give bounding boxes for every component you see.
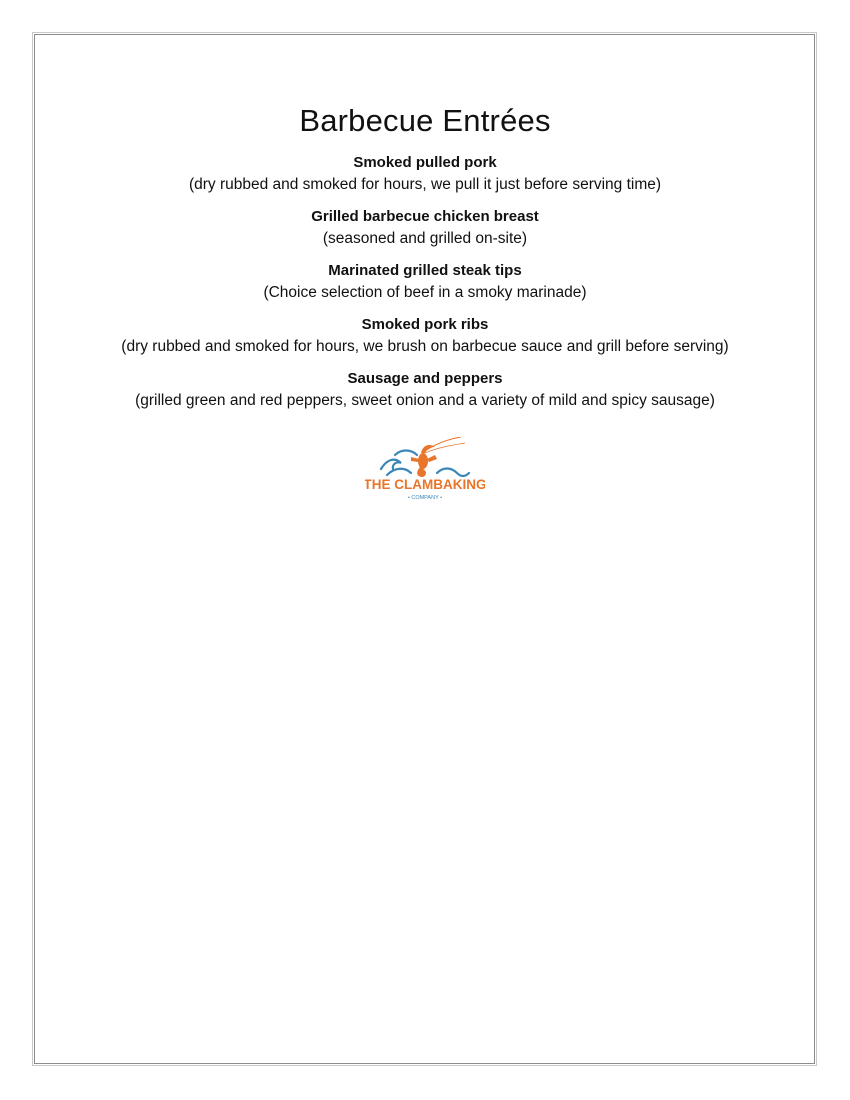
- entree-description: (seasoned and grilled on-site): [322, 230, 528, 247]
- entree-item: [36, 315, 814, 359]
- entree-name: Marinated grilled steak tips: [328, 262, 522, 279]
- entree-name: Grilled barbecue chicken breast: [311, 208, 539, 225]
- entree-item: [36, 369, 814, 413]
- logo-subtitle: • COMPANY •: [407, 495, 443, 501]
- entree-description: (dry rubbed and smoked for hours, we brush on barbecue sauce and grill before serving): [121, 338, 729, 355]
- entree-list: [36, 153, 814, 413]
- entree-name: Sausage and peppers: [347, 370, 503, 387]
- entree-name: Smoked pork ribs: [361, 316, 489, 333]
- entree-description: (grilled green and red peppers, sweet onion and a variety of mild and spicy sausage): [135, 392, 715, 409]
- entree-item: [36, 261, 814, 305]
- entree-description: (dry rubbed and smoked for hours, we pull it just before serving time): [188, 176, 662, 193]
- entree-item: [36, 207, 814, 251]
- logo-wordmark: THE CLAMBAKING: [365, 477, 485, 492]
- entree-description: (Choice selection of beef in a smoky marinade): [263, 284, 587, 301]
- clambaking-company-logo: [365, 437, 485, 507]
- page-title: Barbecue Entrées: [299, 103, 551, 138]
- entree-name: Smoked pulled pork: [353, 154, 497, 171]
- document-page: [36, 36, 814, 512]
- entree-item: [36, 153, 814, 197]
